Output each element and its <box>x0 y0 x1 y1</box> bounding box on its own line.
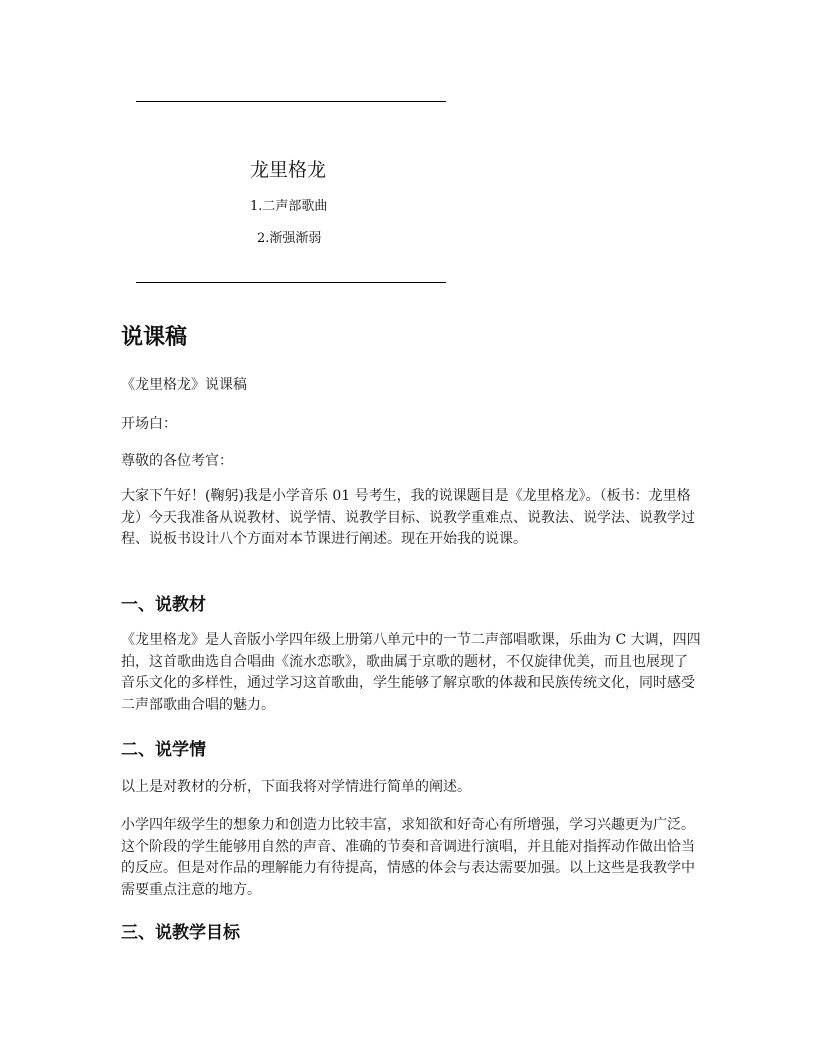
board-item: 2.渐强渐弱 <box>257 231 322 246</box>
greeting: 尊敬的各位考官： <box>121 453 233 469</box>
board-bottom-rule <box>136 282 446 283</box>
board-top-rule <box>136 101 446 102</box>
intro-paragraph: 大家下午好！(鞠躬)我是小学音乐 01 号考生，我的说课题目是《龙里格龙》。（板书：龙里格龙）今天我准备从说教材、说学情、说教学目标、说教学重难点、说教法、说学法、说教学过程、说板书设计八个方面对本节课进行阐述。现在开始我的说课。 <box>121 488 695 547</box>
document-title: 说课稿 <box>121 325 188 350</box>
section-heading: 二、说学情 <box>121 740 206 760</box>
lesson-line: 《龙里格龙》说课稿 <box>121 377 247 393</box>
section-heading: 一、说教材 <box>121 595 206 615</box>
opening-label: 开场白： <box>121 416 177 432</box>
section-paragraph: 小学四年级学生的想象力和创造力比较丰富，求知欲和好奇心有所增强，学习兴趣更为广泛。这个阶段的学生能够用自然的声音、准确的节奏和音调进行演唱，并且能对指挥动作做出恰当的反应。但是对作品的理解能力有待提高，情感的体会与表达需要加强。以上这些是我教学中需要重点注意的地方。 <box>121 817 695 898</box>
board-writing <box>136 101 446 283</box>
board-item: 1.二声部歌曲 <box>250 199 328 214</box>
section-paragraph: 《龙里格龙》是人音版小学四年级上册第八单元中的一节二声部唱歌课，乐曲为 C 大调，四四拍，这首歌曲选自合唱曲《流水恋歌》，歌曲属于京歌的题材，不仅旋律优美，而且也展现了音乐文化的多样性，通过学习这首歌曲，学生能够了解京歌的体裁和民族传统文化，同时感受二声部歌曲合唱的魅力。 <box>121 632 701 713</box>
section-heading: 三、说教学目标 <box>121 923 240 943</box>
board-title: 龙里格龙 <box>250 159 327 181</box>
section-paragraph: 以上是对教材的分析，下面我将对学情进行简单的阐述。 <box>121 779 471 795</box>
